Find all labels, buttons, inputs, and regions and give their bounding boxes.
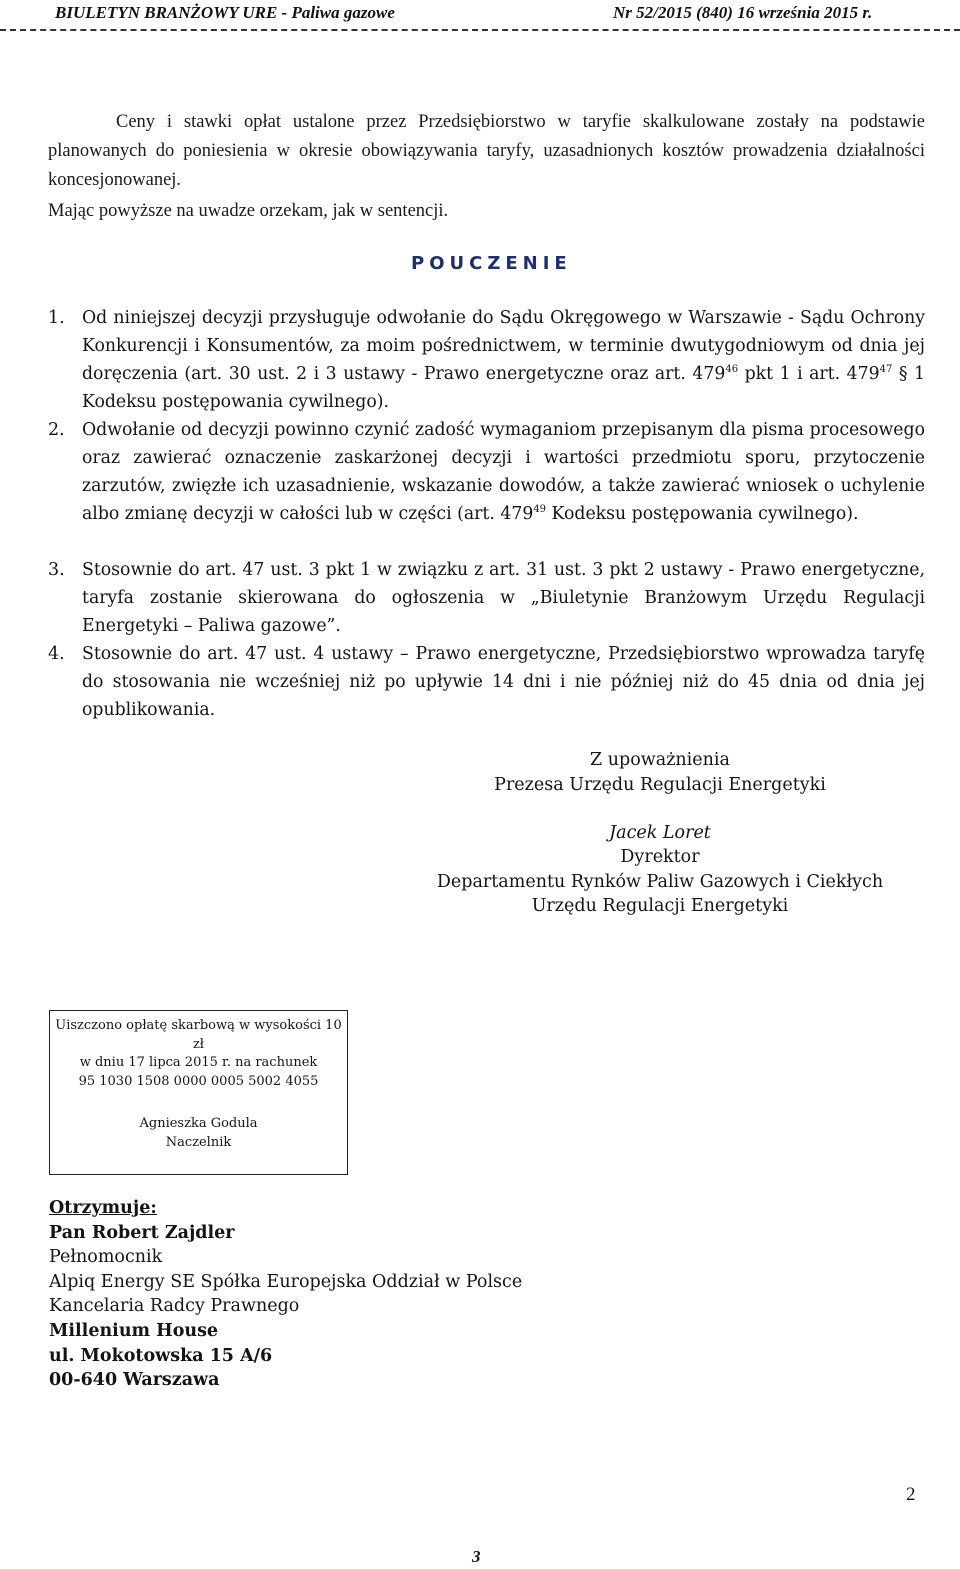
appeal-right-item (82, 304, 925, 416)
superscript: 49 (533, 504, 547, 515)
issue-date: Nr 52/2015 (840) 16 września 2015 r. (613, 3, 873, 22)
recipient-role: Pełnomocnik (49, 1247, 163, 1268)
bulletin-title: BIULETYN BRANŻOWY URE - Paliwa gazowe (55, 3, 395, 22)
authorization-line: Z upoważnienia (590, 750, 730, 770)
recipient-street: ul. Mokotowska 15 A/6 (49, 1345, 273, 1366)
recipient-city: 00-640 Warszawa (49, 1370, 220, 1391)
bank-account: 95 1030 1508 0000 0005 5002 4055 (78, 1073, 319, 1089)
recipient-block (49, 1196, 522, 1393)
effective-date-item: Stosownie do art. 47 ust. 4 ustawy – Prawo energetyczne, Przedsiębiorstwo wprowadza taryfę do stosowania nie wcześniej niż po upływie 14 dni i nie później niż do 45 dnia od dnia jej opublikowania. (82, 644, 925, 720)
recipient-building: Millenium House (49, 1320, 219, 1341)
item-number: 1. (48, 308, 65, 328)
publication-item: Stosownie do art. 47 ust. 3 pkt 1 w związku z art. 31 ust. 3 pkt 2 ustawy - Prawo energetyczne, taryfa zostanie skierowana do ogłoszenia w „Biuletynie Branżowym Urzędu Regulacji Energetyki – Paliwa gazowe”. (82, 560, 925, 636)
officer-role: Naczelnik (165, 1134, 232, 1150)
item-text: Kodeksu postępowania cywilnego). (546, 504, 859, 524)
header-divider (0, 29, 960, 31)
item-text: § 1 Kodeksu postępowania cywilnego). (82, 364, 926, 412)
signatory-title: Dyrektor (620, 847, 700, 867)
fee-line: Uiszczono opłatę skarbową w wysokości 10 zł (55, 1018, 342, 1052)
item-text: Odwołanie od decyzji powinno czynić zadość wymaganiom przepisanym dla pisma procesowego oraz zawierać oznaczenie zaskarżonej decyzji i wartości przedmiotu sporu, przytoczenie zarzutów, zwięzłe ich uzasadnienie, wskazanie dowodów, a także zawierać wniosek o uchylenie albo zmianę decyzji w całości lub w części (art. 479 (82, 420, 925, 524)
instruction-heading: POUCZENIE (411, 253, 572, 274)
appeal-requirements-item (82, 416, 925, 528)
recipient-company: Alpiq Energy SE Spółka Europejska Oddział w Polsce (49, 1271, 523, 1292)
bulletin-page-number: 3 (472, 1547, 481, 1566)
signatory-name: Jacek Loret (609, 823, 711, 843)
item-number: 4. (48, 644, 65, 664)
recipient-name: Pan Robert Zajdler (49, 1222, 235, 1243)
department-name: Departamentu Rynków Paliw Gazowych i Ciekłych (436, 871, 884, 892)
officer-name: Agnieszka Godula (139, 1116, 258, 1131)
superscript: 47 (879, 364, 893, 375)
ruling-statement: Mając powyższe na uwadze orzekam, jak w sentencji. (48, 201, 449, 221)
item-text: pkt 1 i art. 479 (738, 364, 880, 384)
fee-date-line: w dniu 17 lipca 2015 r. na rachunek (79, 1055, 318, 1070)
office-name: Urzędu Regulacji Energetyki (531, 896, 789, 916)
item-number: 3. (48, 560, 65, 580)
signatory-details (380, 845, 940, 919)
inner-page-number: 2 (906, 1484, 916, 1505)
item-text: Od niniejszej decyzji przysługuje odwołanie do Sądu Okręgowego w Warszawie - Sądu Ochrony Konkurencji i Konsumentów, za moim pośrednictwem, w terminie dwutygodniowym od dnia jej doręczenia (art. 30 ust. 2 i 3 ustawy - Prawo energetyczne oraz art. 479 (82, 308, 925, 384)
tariff-justification-paragraph: Ceny i stawki opłat ustalone przez Przedsiębiorstwo w taryfie skalkulowane zostały na podstawie planowanych do poniesienia w okresie obowiązywania taryfy, uzasadnionych kosztów prowadzenia działalności koncesjonowanej. (48, 112, 925, 190)
superscript: 46 (725, 364, 739, 375)
item-number: 2. (48, 420, 65, 440)
authorization-block (380, 748, 940, 797)
recipient-label: Otrzymuje: (49, 1198, 157, 1218)
recipient-office: Kancelaria Radcy Prawnego (49, 1296, 300, 1317)
stamp-duty-box (49, 1010, 348, 1175)
authority-name: Prezesa Urzędu Regulacji Energetyki (494, 774, 826, 795)
